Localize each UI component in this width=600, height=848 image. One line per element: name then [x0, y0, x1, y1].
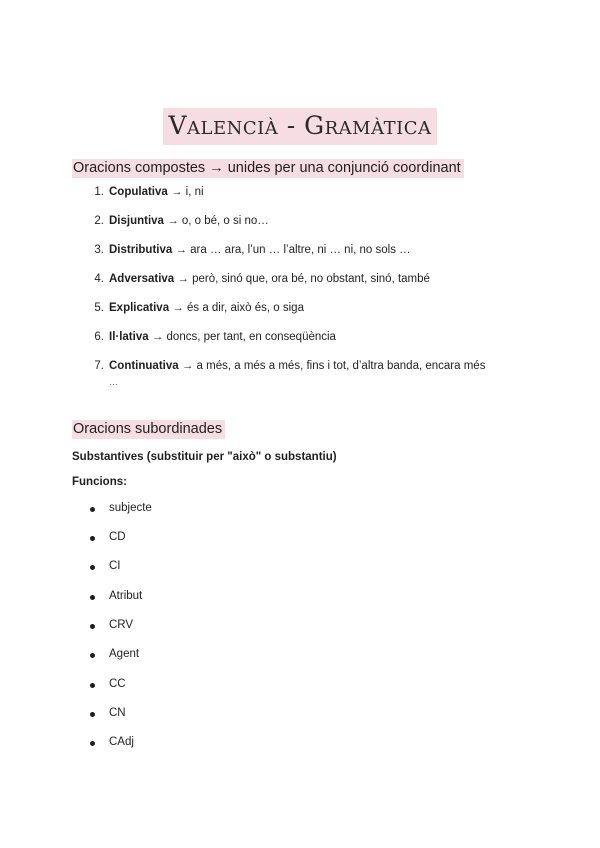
- list-number: 6.: [94, 331, 104, 343]
- list-text: → doncs, per tant, en conseqüència: [148, 331, 336, 343]
- list-term: Disjuntiva: [109, 215, 164, 227]
- bullet-text: CC: [109, 678, 126, 690]
- bullet-icon: [90, 624, 95, 629]
- list-text: → ara … ara, l’un … l’altre, ni … ni, no sols …: [172, 244, 411, 256]
- list-number: 7.: [94, 360, 104, 372]
- bullet-text: CAdj: [109, 736, 134, 748]
- bullet-icon: [90, 565, 95, 570]
- list-term: Il·lativa: [109, 331, 149, 343]
- bullet-icon: [90, 653, 95, 658]
- list-number: 5.: [94, 302, 104, 314]
- bullet-icon: [90, 536, 95, 541]
- section-heading-subordinades-text: Oracions subordinades: [72, 420, 225, 439]
- bullet-icon: [90, 507, 95, 512]
- list-term: Distributiva: [109, 244, 173, 256]
- list-term: Explicativa: [109, 302, 170, 314]
- page-title: [0, 108, 600, 145]
- bullet-icon: [90, 683, 95, 688]
- list-term: Continuativa: [109, 360, 179, 372]
- bullet-text: CRV: [109, 619, 134, 631]
- bullet-text: subjecte: [109, 502, 152, 514]
- list-number: 4.: [94, 273, 104, 285]
- list-number: 1.: [94, 186, 104, 198]
- section-heading-compostes-text: Oracions compostes → unides per una conjunció coordinant: [72, 159, 464, 178]
- list-number: 2.: [94, 215, 104, 227]
- list-text: → i, ni: [167, 186, 204, 198]
- bullet-icon: [90, 595, 95, 600]
- bullet-text: Atribut: [109, 590, 143, 602]
- bullet-icon: [90, 741, 95, 746]
- subheading-substantives: Substantives (substituir per "això" o substantiu): [72, 451, 337, 463]
- bullet-text: CN: [109, 707, 126, 719]
- bullet-text: CD: [109, 531, 126, 543]
- page-title-text: Valencià - Gramàtica: [163, 108, 438, 145]
- list-text: → és a dir, això és, o siga: [169, 302, 304, 314]
- bullet-text: CI: [109, 560, 121, 572]
- section-heading-subordinades: [72, 419, 225, 439]
- bullet-text: Agent: [109, 648, 140, 660]
- list-term: Copulativa: [109, 186, 168, 198]
- list-number: 3.: [94, 244, 104, 256]
- bullet-icon: [90, 712, 95, 717]
- overflow-dots: …: [109, 377, 118, 387]
- list-text: → o, o bé, o si no…: [163, 215, 269, 227]
- list-text: → però, sinó que, ora bé, no obstant, sinó, també: [174, 273, 430, 285]
- section-heading-compostes: [72, 158, 464, 178]
- functions-label: Funcions:: [72, 476, 127, 488]
- list-text: → a més, a més a més, fins i tot, d’altra banda, encara més: [178, 360, 486, 372]
- list-term: Adversativa: [109, 273, 175, 285]
